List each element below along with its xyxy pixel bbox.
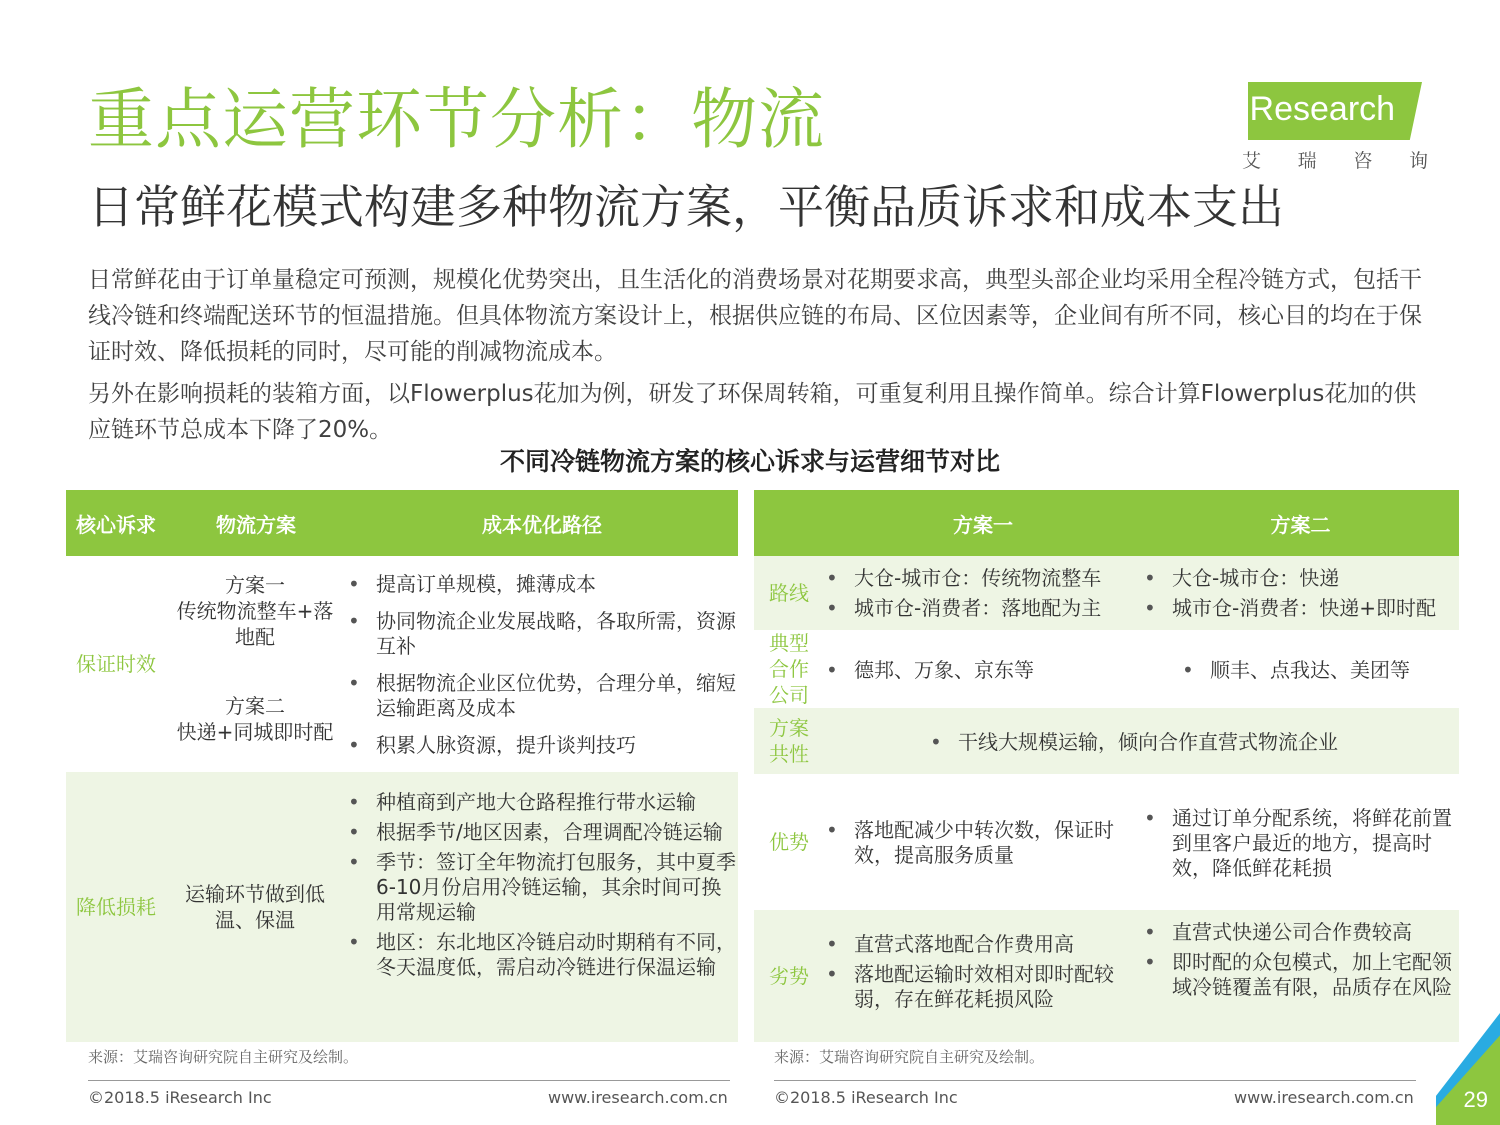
cons-label: 劣势: [769, 964, 809, 988]
list-item: • 城市仓-消费者：落地配为主: [824, 596, 1142, 621]
source-note-left: 来源：艾瑞咨询研究院自主研究及绘制。: [88, 1048, 359, 1066]
list-item: • 大仓-城市仓：传统物流整车: [824, 566, 1142, 591]
companies-label: 典型合作公司: [769, 631, 809, 707]
pros-label: 优势: [769, 830, 809, 854]
list-item: • 即时配的众包模式，加上宅配领域冷链覆盖有限，品质存在风险: [1142, 950, 1454, 1000]
route-a-list: [824, 566, 1142, 626]
list-item: • 直营式快递公司合作费较高: [1142, 920, 1454, 945]
list-item: • 德邦、万象、京东等: [824, 658, 1142, 683]
logo-char: 瑞: [1297, 150, 1317, 172]
route-b-list: [1142, 566, 1459, 626]
table-title: 不同冷链物流方案的核心诉求与运营细节对比: [499, 447, 1000, 476]
left-header-plan: 物流方案: [216, 512, 296, 537]
iresearch-logo: [1238, 82, 1428, 172]
plan-loss: 运输环节做到低温、保温: [185, 882, 325, 932]
list-item: • 种植商到产地大仓路程推行带水运输: [346, 790, 740, 815]
footer-divider-left: [88, 1080, 730, 1081]
website-right: www.iresearch.com.cn: [1234, 1088, 1414, 1107]
plan-a-desc: 传统物流整车+落地配: [176, 599, 334, 649]
route-label: 路线: [769, 581, 809, 605]
logo-chinese: [1242, 146, 1428, 173]
corner-decoration: [1436, 1013, 1500, 1125]
need-loss: 降低损耗: [76, 895, 156, 919]
list-item: • 通过订单分配系统，将鲜花前置到里客户最近的地方，提高时效，降低鲜花耗损: [1142, 806, 1454, 881]
copyright-right: ©2018.5 iResearch Inc: [774, 1088, 958, 1107]
plan-a-title: 方案一: [225, 573, 285, 597]
page-subtitle: 日常鲜花模式构建多种物流方案，平衡品质诉求和成本支出: [88, 180, 1284, 234]
logo-char: 艾: [1242, 150, 1262, 172]
left-header-path: 成本优化路径: [482, 512, 602, 537]
list-item: • 提高订单规模，摊薄成本: [346, 572, 738, 597]
right-header-plan-a: 方案一: [953, 512, 1013, 537]
plan-b-block: [170, 686, 340, 752]
footer-divider-right: [774, 1080, 1416, 1081]
website-left: www.iresearch.com.cn: [548, 1088, 728, 1107]
pros-b-list: [1142, 806, 1454, 893]
cons-a-list: [824, 932, 1138, 1017]
intro-paragraph: 日常鲜花由于订单量稳定可预测，规模化优势突出，且生活化的消费场景对花期要求高，典型头部企业均采用全程冷链方式，包括干线冷链和终端配送环节的恒温措施。但具体物流方案设计上，根据供应链的布局、区位因素等，企业间有所不同，核心目的均在于保证时效、降低损耗的同时，尽可能的削减物流成本。: [88, 267, 1422, 365]
companies-a-list: [824, 658, 1142, 695]
common-label: 方案共性: [769, 716, 809, 766]
list-item: • 根据季节/地区因素，合理调配冷链运输: [346, 820, 740, 845]
logo-char: 咨: [1353, 150, 1373, 172]
source-note-right: 来源：艾瑞咨询研究院自主研究及绘制。: [774, 1048, 1045, 1066]
list-item: • 干线大规模运输，倾向合作直营式物流企业: [928, 730, 1448, 755]
packaging-paragraph: 另外在影响损耗的装箱方面，以Flowerplus花加为例，研发了环保周转箱，可重复利用且操作简单。综合计算Flowerplus花加的供应链环节总成本下降了20%。: [88, 381, 1417, 443]
list-item: • 积累人脉资源，提升谈判技巧: [346, 733, 738, 758]
list-item: • 落地配减少中转次数，保证时效，提高服务质量: [824, 818, 1134, 868]
logo-brand-text: iResearch: [1242, 90, 1396, 128]
common-list: [928, 730, 1448, 767]
list-item: • 根据物流企业区位优势，合理分单，缩短运输距离及成本: [346, 671, 738, 721]
list-item: • 地区：东北地区冷链启动时期稍有不同，冬天温度低，需启动冷链进行保温运输: [346, 930, 740, 980]
list-item: • 顺丰、点我达、美团等: [1180, 658, 1459, 683]
logo-char: 询: [1408, 150, 1428, 172]
list-item: • 协同物流企业发展战略，各取所需，资源互补: [346, 609, 738, 659]
plan-b-title: 方案二: [225, 694, 285, 718]
list-item: • 季节：签订全年物流打包服务，其中夏季6-10月份启用冷链运输，其余时间可换用常规运输: [346, 850, 740, 925]
companies-b-list: [1180, 658, 1459, 695]
left-header-need: 核心诉求: [76, 512, 156, 537]
plan-a-block: [170, 566, 340, 656]
page-number: 29: [1463, 1087, 1488, 1112]
need-time: 保证时效: [76, 652, 156, 676]
loss-paths-list: [346, 790, 740, 985]
cons-b-list: [1142, 920, 1454, 1005]
pros-a-list: [824, 818, 1134, 880]
plan-b-desc: 快递+同城即时配: [176, 720, 334, 744]
list-item: • 落地配运输时效相对即时配较弱，存在鲜花耗损风险: [824, 962, 1138, 1012]
list-item: • 直营式落地配合作费用高: [824, 932, 1138, 957]
right-header-plan-b: 方案二: [1270, 512, 1331, 537]
list-item: • 城市仓-消费者：快递+即时配: [1142, 596, 1459, 621]
copyright-left: ©2018.5 iResearch Inc: [88, 1088, 272, 1107]
page-title: 重点运营环节分析：物流: [88, 81, 825, 158]
time-paths-list: [346, 572, 738, 770]
list-item: • 大仓-城市仓：快递: [1142, 566, 1459, 591]
